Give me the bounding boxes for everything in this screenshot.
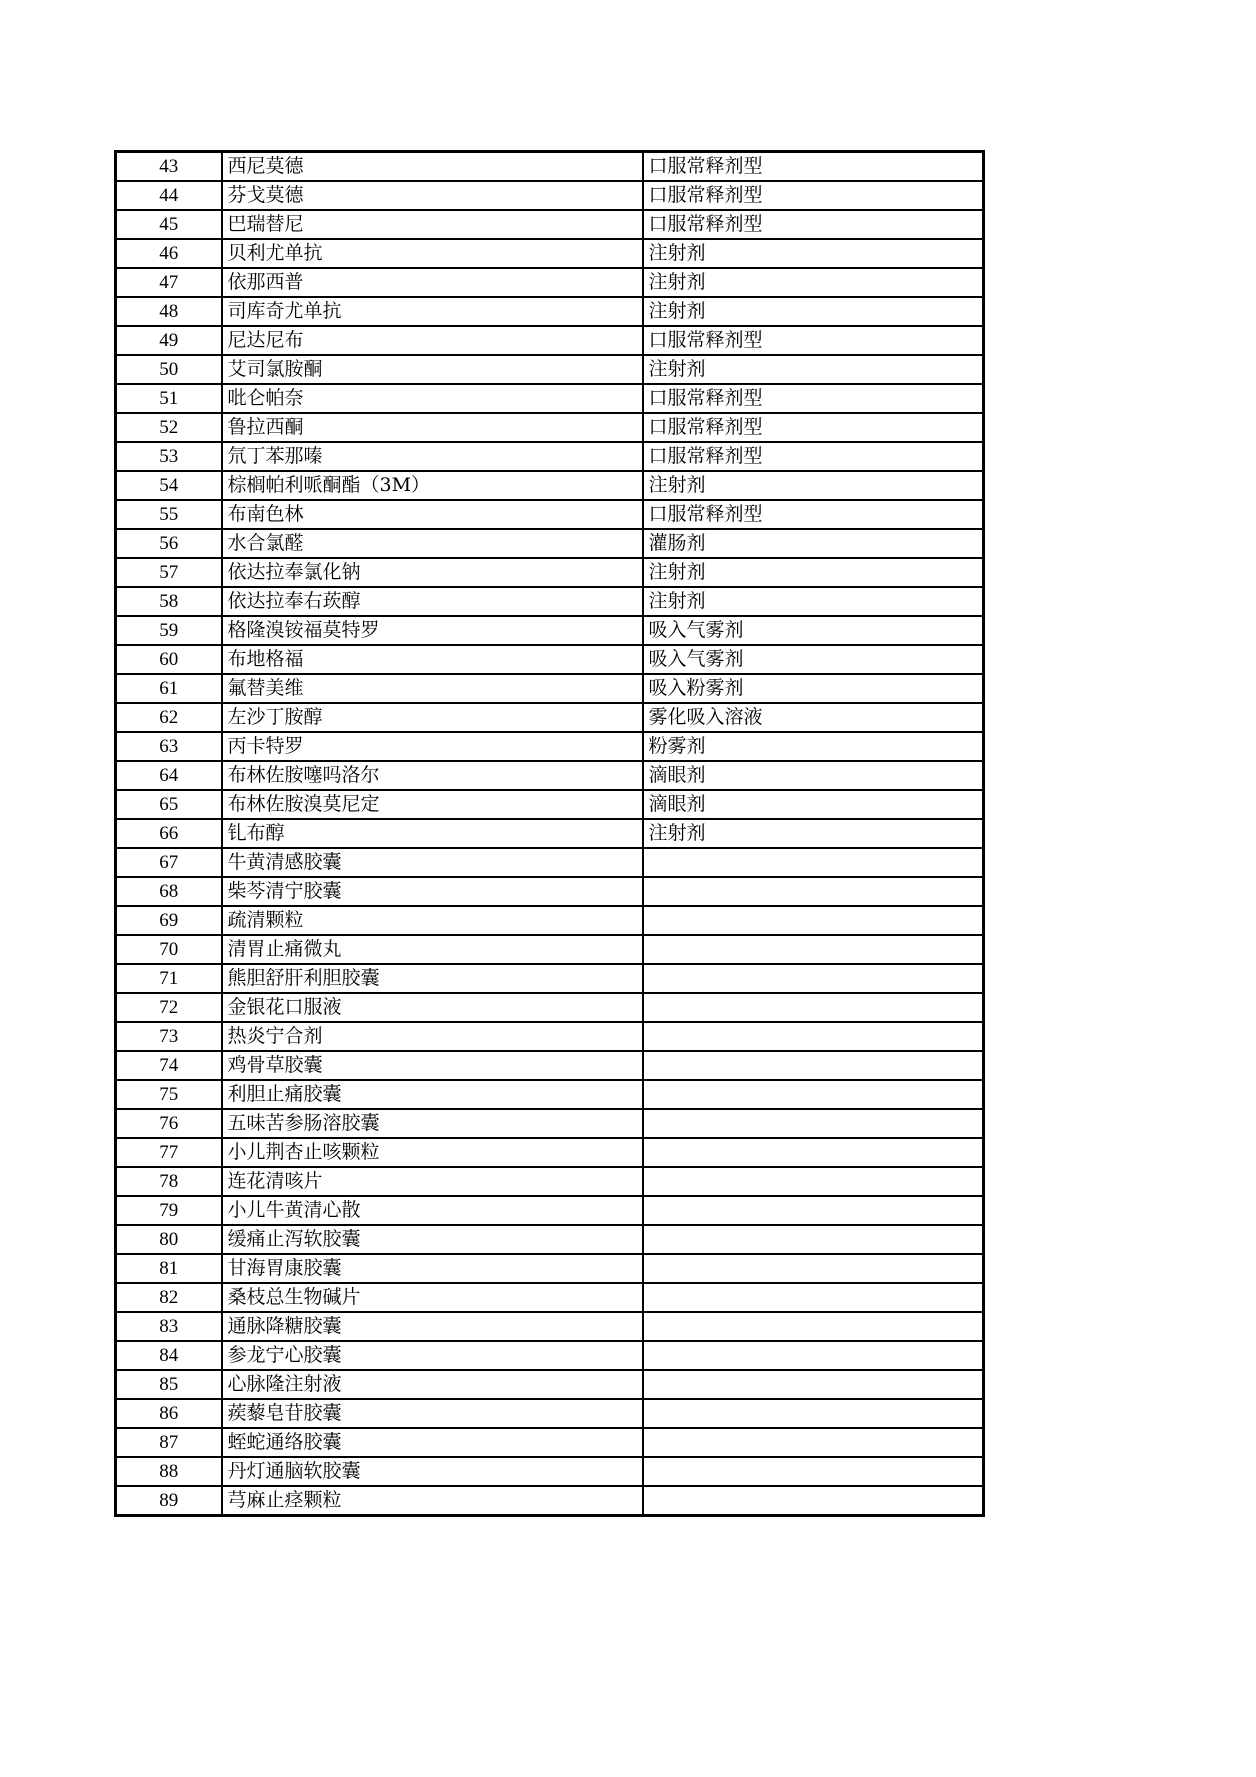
- row-number-cell: 68: [116, 877, 222, 906]
- table-row: [116, 471, 984, 500]
- table-row: [116, 442, 984, 471]
- table-row: [116, 384, 984, 413]
- table-row: [116, 790, 984, 819]
- dosage-form-cell: 注射剂: [643, 558, 984, 587]
- table-row: [116, 993, 984, 1022]
- row-number-cell: 55: [116, 500, 222, 529]
- table-row: [116, 1138, 984, 1167]
- drug-name-cell: 氟替美维: [222, 674, 643, 703]
- drug-name-cell: 牛黄清感胶囊: [222, 848, 643, 877]
- drug-name-cell: 水合氯醛: [222, 529, 643, 558]
- table-row: [116, 877, 984, 906]
- dosage-form-cell: 注射剂: [643, 587, 984, 616]
- row-number-cell: 74: [116, 1051, 222, 1080]
- dosage-form-cell: 注射剂: [643, 297, 984, 326]
- dosage-form-cell: 滴眼剂: [643, 790, 984, 819]
- drug-name-cell: 吡仑帕奈: [222, 384, 643, 413]
- drug-name-cell: 格隆溴铵福莫特罗: [222, 616, 643, 645]
- dosage-form-cell: 口服常释剂型: [643, 210, 984, 239]
- drug-name-cell: 小儿荆杏止咳颗粒: [222, 1138, 643, 1167]
- row-number-cell: 61: [116, 674, 222, 703]
- drug-name-cell: 小儿牛黄清心散: [222, 1196, 643, 1225]
- table-row: [116, 964, 984, 993]
- table-row: [116, 587, 984, 616]
- table-row: [116, 1399, 984, 1428]
- drug-name-cell: 连花清咳片: [222, 1167, 643, 1196]
- table-row: [116, 1457, 984, 1486]
- drug-name-cell: 鲁拉西酮: [222, 413, 643, 442]
- row-number-cell: 48: [116, 297, 222, 326]
- dosage-form-cell: 吸入气雾剂: [643, 616, 984, 645]
- row-number-cell: 58: [116, 587, 222, 616]
- row-number-cell: 44: [116, 181, 222, 210]
- row-number-cell: 73: [116, 1022, 222, 1051]
- table-row: [116, 1022, 984, 1051]
- table-row: [116, 181, 984, 210]
- table-row: [116, 848, 984, 877]
- dosage-form-cell: [643, 1341, 984, 1370]
- dosage-form-cell: 注射剂: [643, 819, 984, 848]
- table-row: [116, 239, 984, 268]
- drug-name-cell: 氘丁苯那嗪: [222, 442, 643, 471]
- row-number-cell: 52: [116, 413, 222, 442]
- dosage-form-cell: 雾化吸入溶液: [643, 703, 984, 732]
- row-number-cell: 82: [116, 1283, 222, 1312]
- dosage-form-cell: [643, 906, 984, 935]
- dosage-form-cell: 滴眼剂: [643, 761, 984, 790]
- row-number-cell: 67: [116, 848, 222, 877]
- drug-name-cell: 缓痛止泻软胶囊: [222, 1225, 643, 1254]
- table-row: [116, 152, 984, 182]
- dosage-form-cell: [643, 935, 984, 964]
- table-row: [116, 297, 984, 326]
- dosage-form-cell: 口服常释剂型: [643, 500, 984, 529]
- table-row: [116, 1196, 984, 1225]
- drug-name-cell: 芬戈莫德: [222, 181, 643, 210]
- drug-name-cell: 西尼莫德: [222, 152, 643, 182]
- drug-name-cell: 桑枝总生物碱片: [222, 1283, 643, 1312]
- dosage-form-cell: 口服常释剂型: [643, 384, 984, 413]
- drug-name-cell: 鸡骨草胶囊: [222, 1051, 643, 1080]
- table-row: [116, 703, 984, 732]
- drug-name-cell: 利胆止痛胶囊: [222, 1080, 643, 1109]
- table-row: [116, 1341, 984, 1370]
- dosage-form-cell: [643, 1428, 984, 1457]
- dosage-form-cell: [643, 1312, 984, 1341]
- row-number-cell: 70: [116, 935, 222, 964]
- table-row: [116, 674, 984, 703]
- dosage-form-cell: 吸入粉雾剂: [643, 674, 984, 703]
- table-row: [116, 906, 984, 935]
- dosage-form-cell: [643, 1399, 984, 1428]
- drug-name-cell: 依达拉奉右莰醇: [222, 587, 643, 616]
- dosage-form-cell: [643, 1254, 984, 1283]
- dosage-form-cell: [643, 1370, 984, 1399]
- row-number-cell: 86: [116, 1399, 222, 1428]
- row-number-cell: 59: [116, 616, 222, 645]
- drug-name-cell: 丹灯通脑软胶囊: [222, 1457, 643, 1486]
- row-number-cell: 56: [116, 529, 222, 558]
- dosage-form-cell: [643, 1138, 984, 1167]
- drug-name-cell: 尼达尼布: [222, 326, 643, 355]
- dosage-form-cell: 口服常释剂型: [643, 442, 984, 471]
- dosage-form-cell: 注射剂: [643, 268, 984, 297]
- drug-list-table: [114, 150, 985, 1517]
- row-number-cell: 62: [116, 703, 222, 732]
- dosage-form-cell: [643, 964, 984, 993]
- row-number-cell: 89: [116, 1486, 222, 1516]
- dosage-form-cell: 粉雾剂: [643, 732, 984, 761]
- dosage-form-cell: [643, 1109, 984, 1138]
- table-row: [116, 761, 984, 790]
- dosage-form-cell: [643, 1486, 984, 1516]
- table-row: [116, 645, 984, 674]
- table-row: [116, 1051, 984, 1080]
- dosage-form-cell: [643, 877, 984, 906]
- row-number-cell: 46: [116, 239, 222, 268]
- dosage-form-cell: 灌肠剂: [643, 529, 984, 558]
- drug-name-cell: 钆布醇: [222, 819, 643, 848]
- drug-name-cell: 依那西普: [222, 268, 643, 297]
- row-number-cell: 45: [116, 210, 222, 239]
- table-row: [116, 413, 984, 442]
- drug-name-cell: 参龙宁心胶囊: [222, 1341, 643, 1370]
- drug-name-cell: 蒺藜皂苷胶囊: [222, 1399, 643, 1428]
- drug-name-cell: 贝利尤单抗: [222, 239, 643, 268]
- drug-name-cell: 布林佐胺噻吗洛尔: [222, 761, 643, 790]
- dosage-form-cell: 注射剂: [643, 355, 984, 384]
- row-number-cell: 88: [116, 1457, 222, 1486]
- row-number-cell: 84: [116, 1341, 222, 1370]
- drug-name-cell: 甘海胃康胶囊: [222, 1254, 643, 1283]
- table-row: [116, 355, 984, 384]
- table-row: [116, 1109, 984, 1138]
- drug-name-cell: 蛭蛇通络胶囊: [222, 1428, 643, 1457]
- table-row: [116, 1254, 984, 1283]
- row-number-cell: 43: [116, 152, 222, 182]
- row-number-cell: 69: [116, 906, 222, 935]
- row-number-cell: 81: [116, 1254, 222, 1283]
- table-row: [116, 500, 984, 529]
- dosage-form-cell: [643, 1457, 984, 1486]
- table-row: [116, 1080, 984, 1109]
- drug-name-cell: 疏清颗粒: [222, 906, 643, 935]
- dosage-form-cell: [643, 1225, 984, 1254]
- dosage-form-cell: [643, 1022, 984, 1051]
- row-number-cell: 83: [116, 1312, 222, 1341]
- dosage-form-cell: 口服常释剂型: [643, 181, 984, 210]
- row-number-cell: 76: [116, 1109, 222, 1138]
- drug-name-cell: 布地格福: [222, 645, 643, 674]
- table-row: [116, 1428, 984, 1457]
- table-row: [116, 1486, 984, 1516]
- drug-name-cell: 熊胆舒肝利胆胶囊: [222, 964, 643, 993]
- drug-name-cell: 清胃止痛微丸: [222, 935, 643, 964]
- table-row: [116, 1283, 984, 1312]
- drug-name-cell: 司库奇尤单抗: [222, 297, 643, 326]
- dosage-form-cell: [643, 848, 984, 877]
- drug-name-cell: 布南色林: [222, 500, 643, 529]
- dosage-form-cell: 注射剂: [643, 239, 984, 268]
- row-number-cell: 79: [116, 1196, 222, 1225]
- row-number-cell: 80: [116, 1225, 222, 1254]
- drug-name-cell: 热炎宁合剂: [222, 1022, 643, 1051]
- drug-name-cell: 金银花口服液: [222, 993, 643, 1022]
- row-number-cell: 49: [116, 326, 222, 355]
- table-row: [116, 210, 984, 239]
- table-row: [116, 1312, 984, 1341]
- table-row: [116, 1225, 984, 1254]
- table-row: [116, 935, 984, 964]
- table-row: [116, 529, 984, 558]
- drug-name-cell: 丙卡特罗: [222, 732, 643, 761]
- drug-name-cell: 左沙丁胺醇: [222, 703, 643, 732]
- row-number-cell: 51: [116, 384, 222, 413]
- row-number-cell: 77: [116, 1138, 222, 1167]
- row-number-cell: 78: [116, 1167, 222, 1196]
- drug-name-cell: 艾司氯胺酮: [222, 355, 643, 384]
- row-number-cell: 65: [116, 790, 222, 819]
- table-row: [116, 326, 984, 355]
- dosage-form-cell: [643, 1196, 984, 1225]
- dosage-form-cell: 口服常释剂型: [643, 152, 984, 182]
- dosage-form-cell: [643, 1080, 984, 1109]
- dosage-form-cell: [643, 1167, 984, 1196]
- table-row: [116, 558, 984, 587]
- row-number-cell: 75: [116, 1080, 222, 1109]
- table-row: [116, 616, 984, 645]
- row-number-cell: 71: [116, 964, 222, 993]
- dosage-form-cell: 口服常释剂型: [643, 413, 984, 442]
- drug-name-cell: 依达拉奉氯化钠: [222, 558, 643, 587]
- table-row: [116, 268, 984, 297]
- row-number-cell: 64: [116, 761, 222, 790]
- drug-name-cell: 棕榈帕利哌酮酯（3M）: [222, 471, 643, 500]
- drug-name-cell: 通脉降糖胶囊: [222, 1312, 643, 1341]
- row-number-cell: 57: [116, 558, 222, 587]
- row-number-cell: 50: [116, 355, 222, 384]
- row-number-cell: 72: [116, 993, 222, 1022]
- table-row: [116, 1370, 984, 1399]
- drug-name-cell: 心脉隆注射液: [222, 1370, 643, 1399]
- row-number-cell: 54: [116, 471, 222, 500]
- drug-name-cell: 五味苦参肠溶胶囊: [222, 1109, 643, 1138]
- dosage-form-cell: 口服常释剂型: [643, 326, 984, 355]
- dosage-form-cell: [643, 1051, 984, 1080]
- row-number-cell: 47: [116, 268, 222, 297]
- row-number-cell: 85: [116, 1370, 222, 1399]
- drug-name-cell: 布林佐胺溴莫尼定: [222, 790, 643, 819]
- drug-name-cell: 芎麻止痉颗粒: [222, 1486, 643, 1516]
- row-number-cell: 87: [116, 1428, 222, 1457]
- dosage-form-cell: 注射剂: [643, 471, 984, 500]
- drug-list-body: [116, 152, 984, 1516]
- table-row: [116, 1167, 984, 1196]
- row-number-cell: 66: [116, 819, 222, 848]
- drug-name-cell: 柴芩清宁胶囊: [222, 877, 643, 906]
- dosage-form-cell: [643, 993, 984, 1022]
- table-row: [116, 732, 984, 761]
- table-row: [116, 819, 984, 848]
- dosage-form-cell: 吸入气雾剂: [643, 645, 984, 674]
- drug-name-cell: 巴瑞替尼: [222, 210, 643, 239]
- dosage-form-cell: [643, 1283, 984, 1312]
- row-number-cell: 60: [116, 645, 222, 674]
- row-number-cell: 53: [116, 442, 222, 471]
- row-number-cell: 63: [116, 732, 222, 761]
